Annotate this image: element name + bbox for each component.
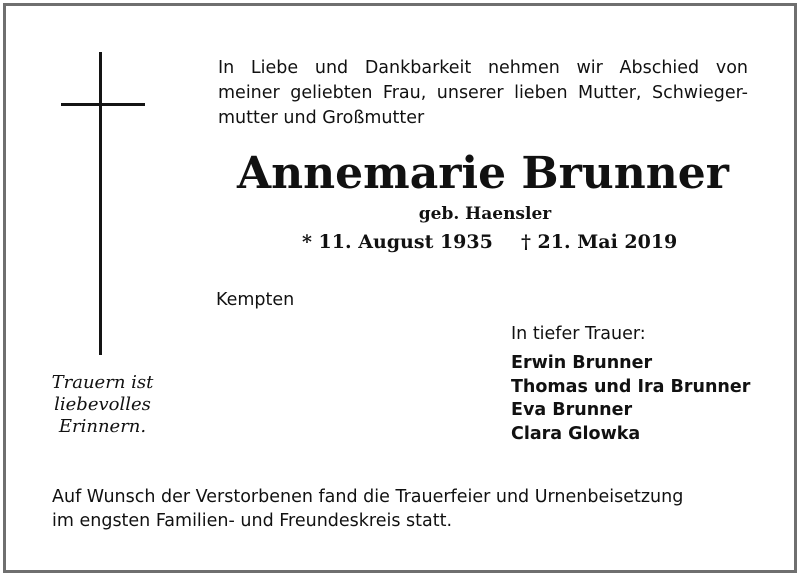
mourner-name: Eva Brunner (511, 400, 633, 421)
cross-icon (99, 52, 102, 355)
place: Kempten (216, 290, 295, 310)
intro-line: mutter und Großmutter (218, 108, 425, 128)
mourning-label: In tiefer Trauer: (511, 324, 646, 344)
intro-text (218, 56, 748, 131)
maiden-name: geb. Haensler (418, 204, 552, 224)
memorial-quote (20, 372, 185, 438)
mourner-name: Erwin Brunner (511, 353, 653, 373)
intro-line: In Liebe und Dankbarkeit nehmen wir Abschied von (218, 58, 748, 78)
cross-icon-crossbar (61, 103, 145, 106)
quote-line: Trauern ist (51, 372, 154, 393)
birth-date: * 11. August 1935 (302, 231, 493, 253)
death-date: † 21. Mai 2019 (521, 231, 678, 253)
mourners-list (511, 352, 750, 446)
intro-line: meiner geliebten Frau, unserer lieben Mutter, Schwieger- (218, 83, 748, 103)
closing-note-line: im engsten Familien- und Freundeskreis statt. (52, 511, 453, 531)
closing-note (52, 485, 748, 533)
quote-line: liebevolles (54, 394, 151, 415)
mourner-name: Clara Glowka (511, 423, 641, 444)
quote-line: Erinnern. (58, 416, 147, 437)
mourner-name: Thomas und Ira Brunner (511, 376, 751, 397)
deceased-name: Annemarie Brunner (237, 148, 729, 199)
closing-note-line: Auf Wunsch der Verstorbenen fand die Trauerfeier und Urnenbeisetzung (52, 487, 684, 507)
